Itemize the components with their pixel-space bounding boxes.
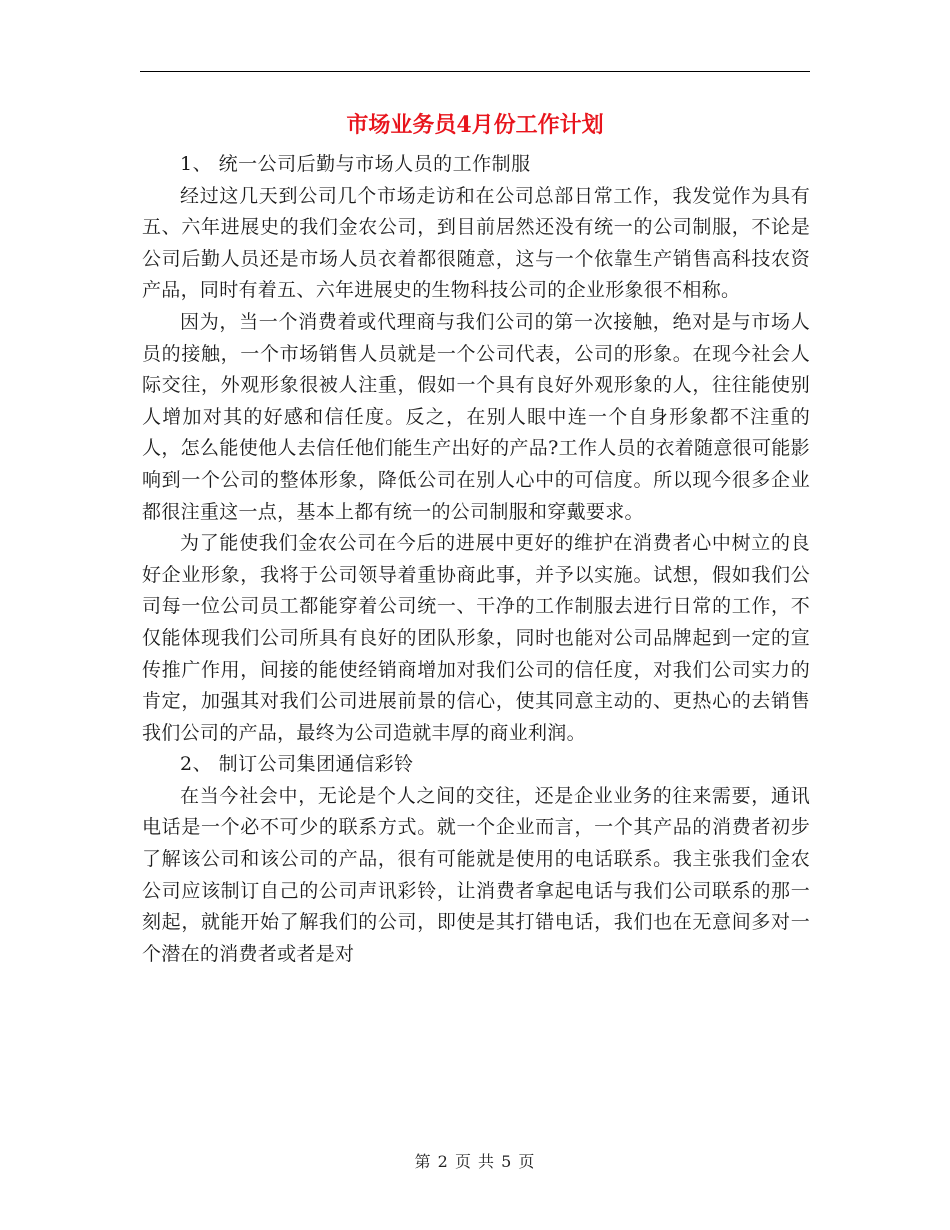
paragraph: 经过这几天到公司几个市场走访和在公司总部日常工作，我发觉作为具有五、六年进展史的我们金农公司，到目前居然还没有统一的公司制服，不论是公司后勤人员还是市场人员衣着都很随意，这与一个依靠生产销售高科技农资产品，同时有着五、六年进展史的生物科技公司的企业形象很不相称。 bbox=[142, 184, 810, 302]
paragraph: 为了能使我们金农公司在今后的进展中更好的维护在消费者心中树立的良好企业形象，我将于公司领导着重协商此事，并予以实施。试想，假如我们公司每一位公司员工都能穿着公司统一、干净的工作制服去进行日常的工作，不仅能体现我们公司所具有良好的团队形象，同时也能对公司品牌起到一定的宣传推广作用，间接的能使经销商增加对我们公司的信任度，对我们公司实力的肯定，加强其对我们公司进展前景的信心，使其同意主动的、更热心的去销售我们公司的产品，最终为公司造就丰厚的商业利润。 bbox=[142, 532, 810, 744]
document-body bbox=[142, 149, 810, 970]
section-heading-2: 2、 制订公司集团通信彩铃 bbox=[180, 753, 414, 776]
paragraph: 因为，当一个消费着或代理商与我们公司的第一次接触，绝对是与市场人员的接触，一个市场销售人员就是一个公司代表，公司的形象。在现今社会人际交往，外观形象很被人注重，假如一个具有良好外观形象的人，往往能使别人增加对其的好感和信任度。反之，在别人眼中连一个自身形象都不注重的人，怎么能使他人去信任他们能生产出好的产品?工作人员的衣着随意很可能影响到一个公司的整体形象，降低公司在别人心中的可信度。所以现今很多企业都很注重这一点，基本上都有统一的公司制服和穿戴要求。 bbox=[142, 310, 810, 523]
page-number-footer: 第 2 页 共 5 页 bbox=[414, 1152, 536, 1171]
section-heading-1: 1、 统一公司后勤与市场人员的工作制服 bbox=[180, 153, 531, 175]
document-title: 市场业务员4月份工作计划 bbox=[346, 112, 604, 138]
header-rule bbox=[140, 71, 810, 72]
paragraph: 在当今社会中，无论是个人之间的交往，还是企业业务的往来需要，通讯电话是一个必不可少的联系方式。就一个企业而言，一个其产品的消费者初步了解该公司和该公司的产品，很有可能就是使用的电话联系。我主张我们金农公司应该制订自己的公司声讯彩铃，让消费者拿起电话与我们公司联系的那一刻起，就能开始了解我们的公司，即使是其打错电话，我们也在无意间多对一个潜在的消费者或者是对 bbox=[142, 784, 810, 965]
